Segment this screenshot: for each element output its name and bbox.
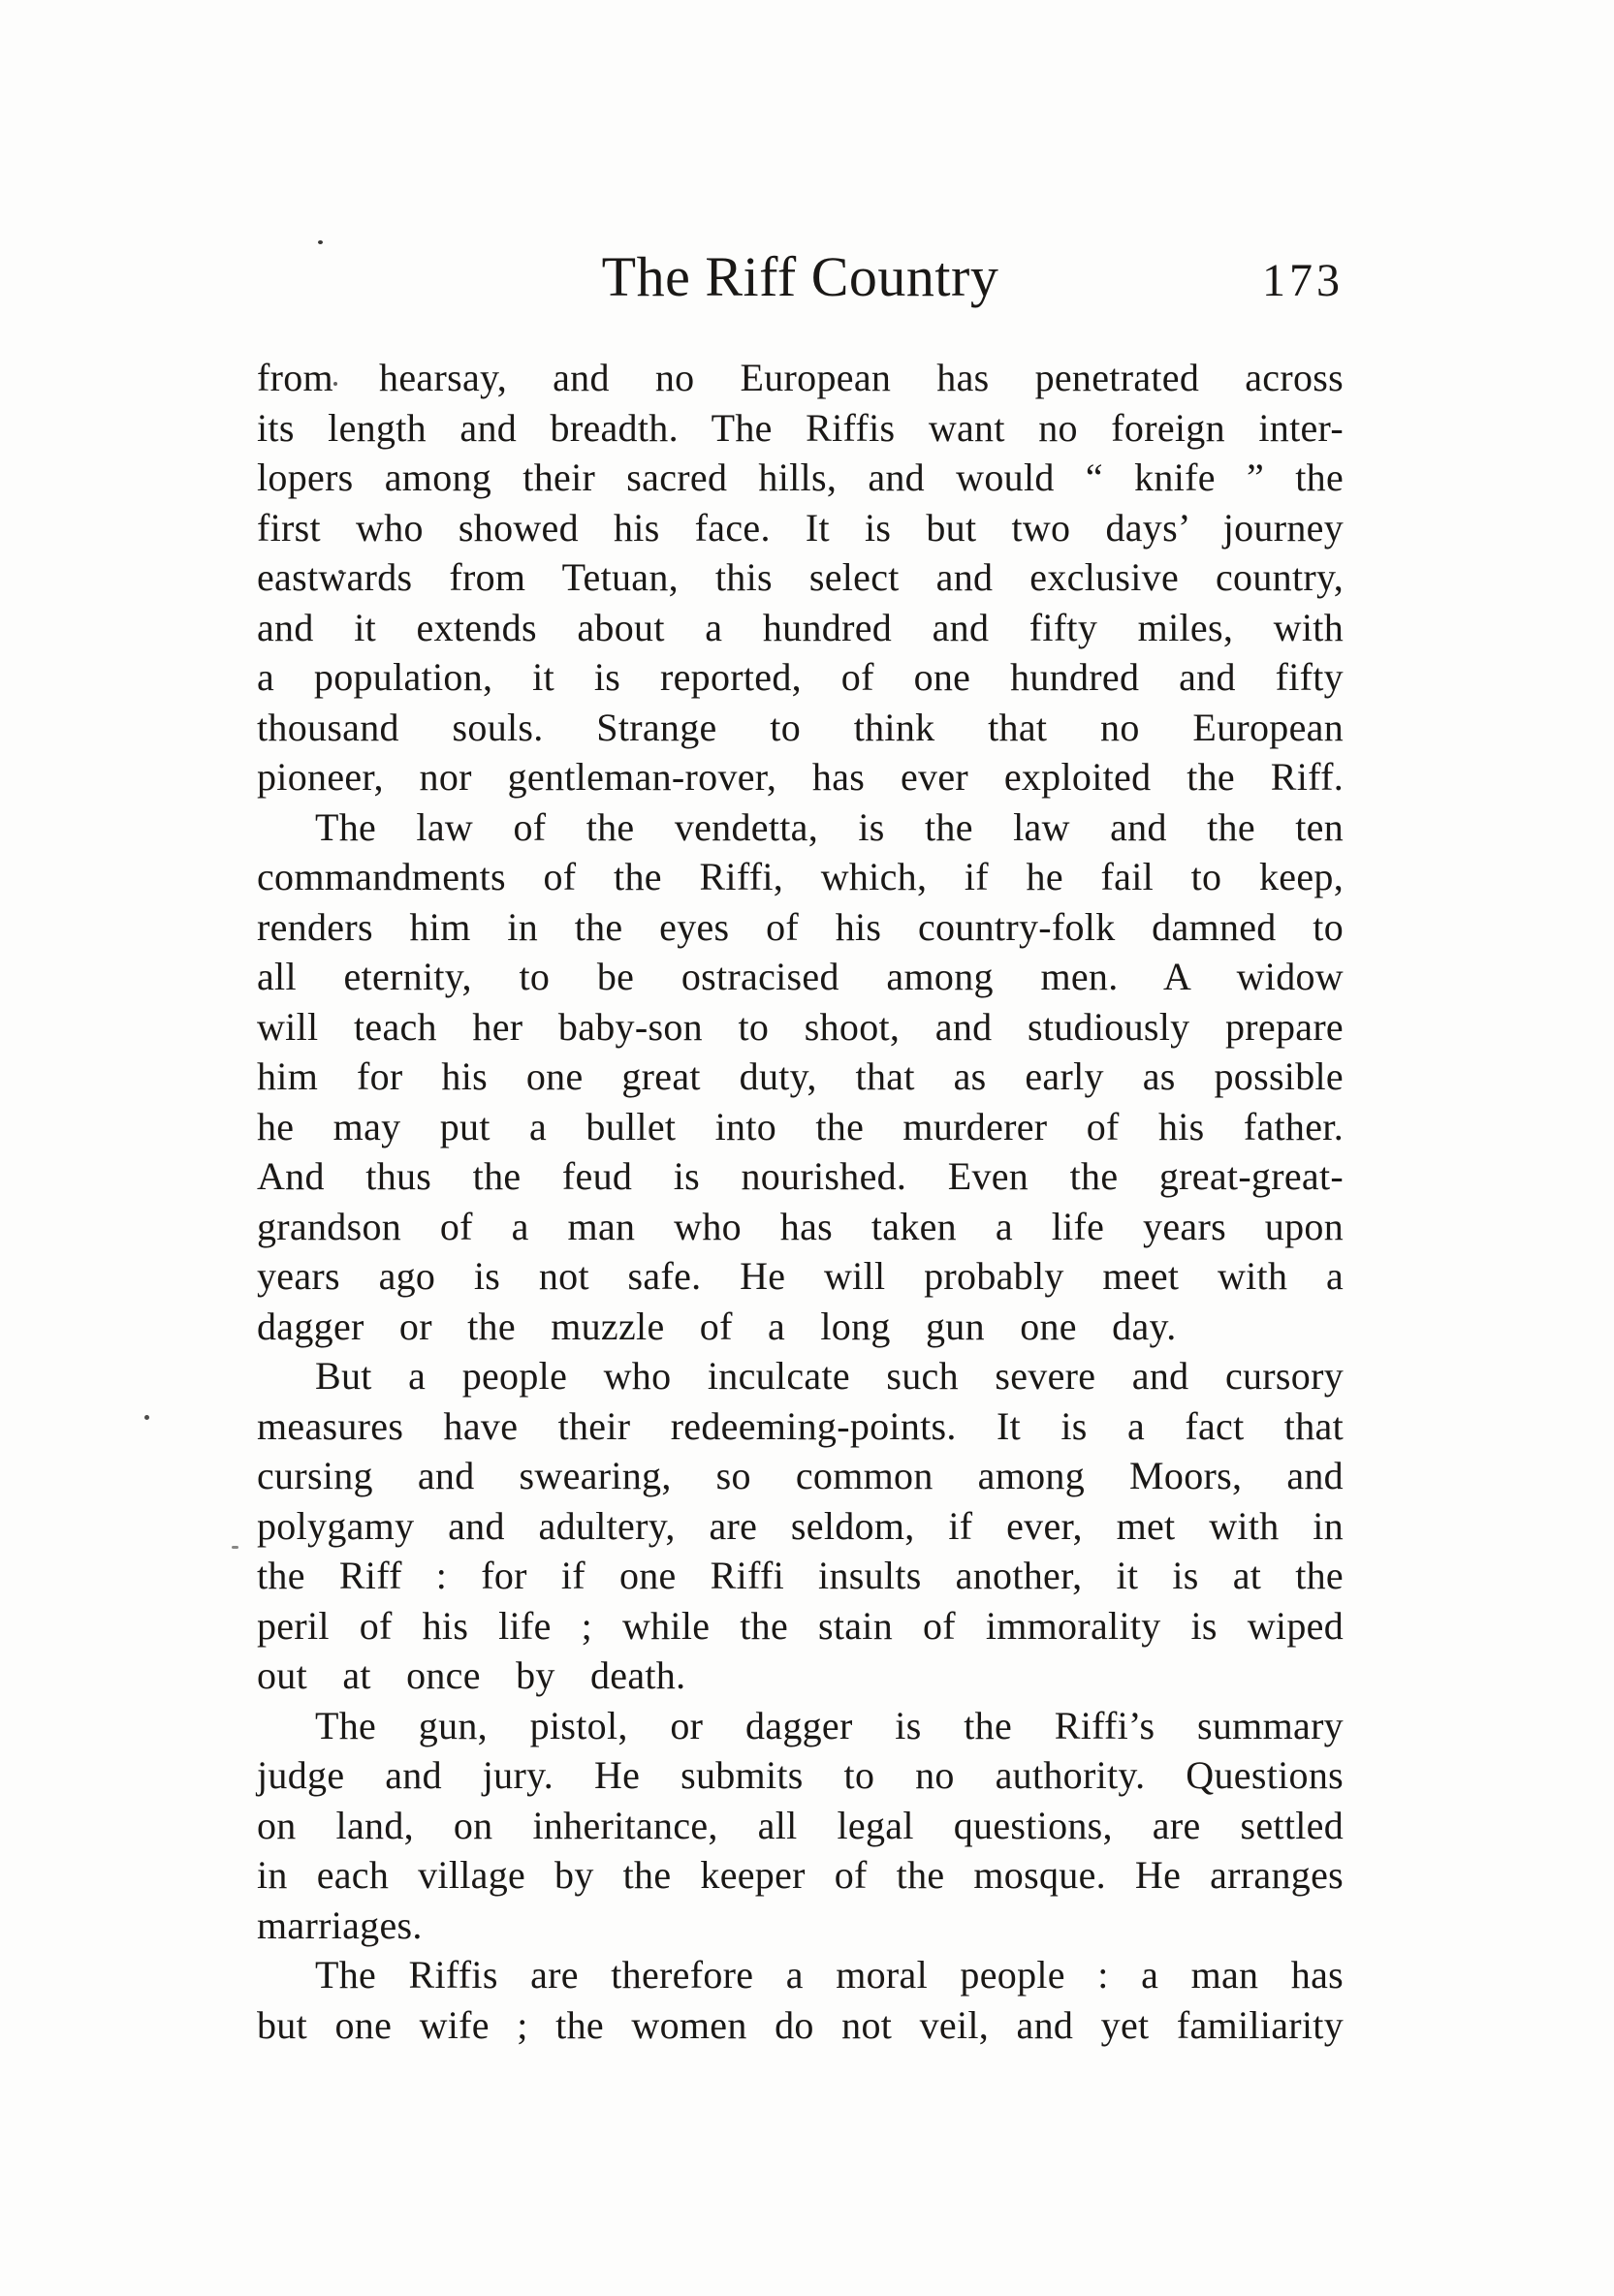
text-line: all eternity, to be ostracised among men. A widow bbox=[257, 955, 1344, 998]
scan-speck bbox=[144, 1415, 149, 1420]
text-line: judge and jury. He submits to no authority. Questions bbox=[257, 1753, 1344, 1797]
text-line: The law of the vendetta, is the law and the ten bbox=[315, 804, 1344, 849]
running-title: The Riff Country bbox=[601, 245, 999, 308]
text-line: but one wife ; the women do not veil, and yet familiarity bbox=[257, 2002, 1344, 2047]
paragraph bbox=[257, 1950, 1344, 2050]
scan-speck bbox=[318, 240, 323, 244]
text-line: commandments of the Riffi, which, if he fail to keep, bbox=[257, 855, 1344, 898]
body-text bbox=[257, 353, 1344, 2050]
text-line: first who showed his face. It is but two days’ journey bbox=[257, 505, 1344, 550]
text-line: renders him in the eyes of his country-folk damned to bbox=[257, 904, 1344, 949]
text-line: years ago is not safe. He will probably meet with a bbox=[257, 1254, 1344, 1298]
text-line: a population, it is reported, of one hundred and fifty bbox=[257, 655, 1344, 699]
text-line: polygamy and adultery, are seldom, if ever, met with in bbox=[257, 1503, 1344, 1548]
page-header bbox=[257, 245, 1344, 308]
text-line: the Riff : for if one Riffi insults another, it is at the bbox=[257, 1554, 1344, 1597]
text-line: in each village by the keeper of the mosque. He arranges bbox=[257, 1853, 1344, 1897]
text-line: marriages. bbox=[257, 1903, 423, 1947]
paragraph bbox=[257, 1701, 1344, 1951]
text-line: measures have their redeeming-points. It is a fact that bbox=[257, 1403, 1344, 1448]
text-line: thousand souls. Strange to think that no European bbox=[257, 705, 1344, 749]
scan-speck bbox=[232, 1546, 238, 1549]
text-line: And thus the feud is nourished. Even the great-great- bbox=[257, 1154, 1344, 1198]
text-line: will teach her baby-son to shoot, and studiously prepare bbox=[257, 1004, 1344, 1049]
text-line: The Riffis are therefore a moral people : a man has bbox=[315, 1953, 1344, 1997]
text-line: peril of his life ; while the stain of immorality is wiped bbox=[257, 1603, 1344, 1648]
page-number: 173 bbox=[1262, 255, 1344, 306]
text-line: pioneer, nor gentleman-rover, has ever exploited the Riff. bbox=[257, 755, 1344, 799]
text-line: he may put a bullet into the murderer of his father. bbox=[257, 1104, 1344, 1148]
paragraph bbox=[257, 1351, 1344, 1701]
paragraph bbox=[257, 353, 1344, 802]
text-line: The gun, pistol, or dagger is the Riffi’s summary bbox=[315, 1703, 1344, 1747]
text-line: cursing and swearing, so common among Moors, and bbox=[257, 1454, 1344, 1497]
text-line: from hearsay, and no European has penetrated across bbox=[257, 356, 1344, 399]
text-line: dagger or the muzzle of a long gun one day. bbox=[257, 1304, 1177, 1348]
text-line: But a people who inculcate such severe and cursory bbox=[315, 1354, 1344, 1398]
text-line: grandson of a man who has taken a life years upon bbox=[257, 1204, 1344, 1248]
text-line: out at once by death. bbox=[257, 1653, 686, 1697]
text-line: its length and breadth. The Riffis want no foreign inter- bbox=[257, 405, 1344, 450]
text-line: eastwards from Tetuan, this select and exclusive country, bbox=[257, 555, 1344, 599]
text-line: on land, on inheritance, all legal questions, are settled bbox=[257, 1803, 1344, 1847]
text-line: lopers among their sacred hills, and would “ knife ” the bbox=[257, 456, 1344, 499]
paragraph bbox=[257, 802, 1344, 1352]
text-line: and it extends about a hundred and fifty miles, with bbox=[257, 605, 1344, 649]
text-line: him for his one great duty, that as early as possible bbox=[257, 1054, 1344, 1098]
